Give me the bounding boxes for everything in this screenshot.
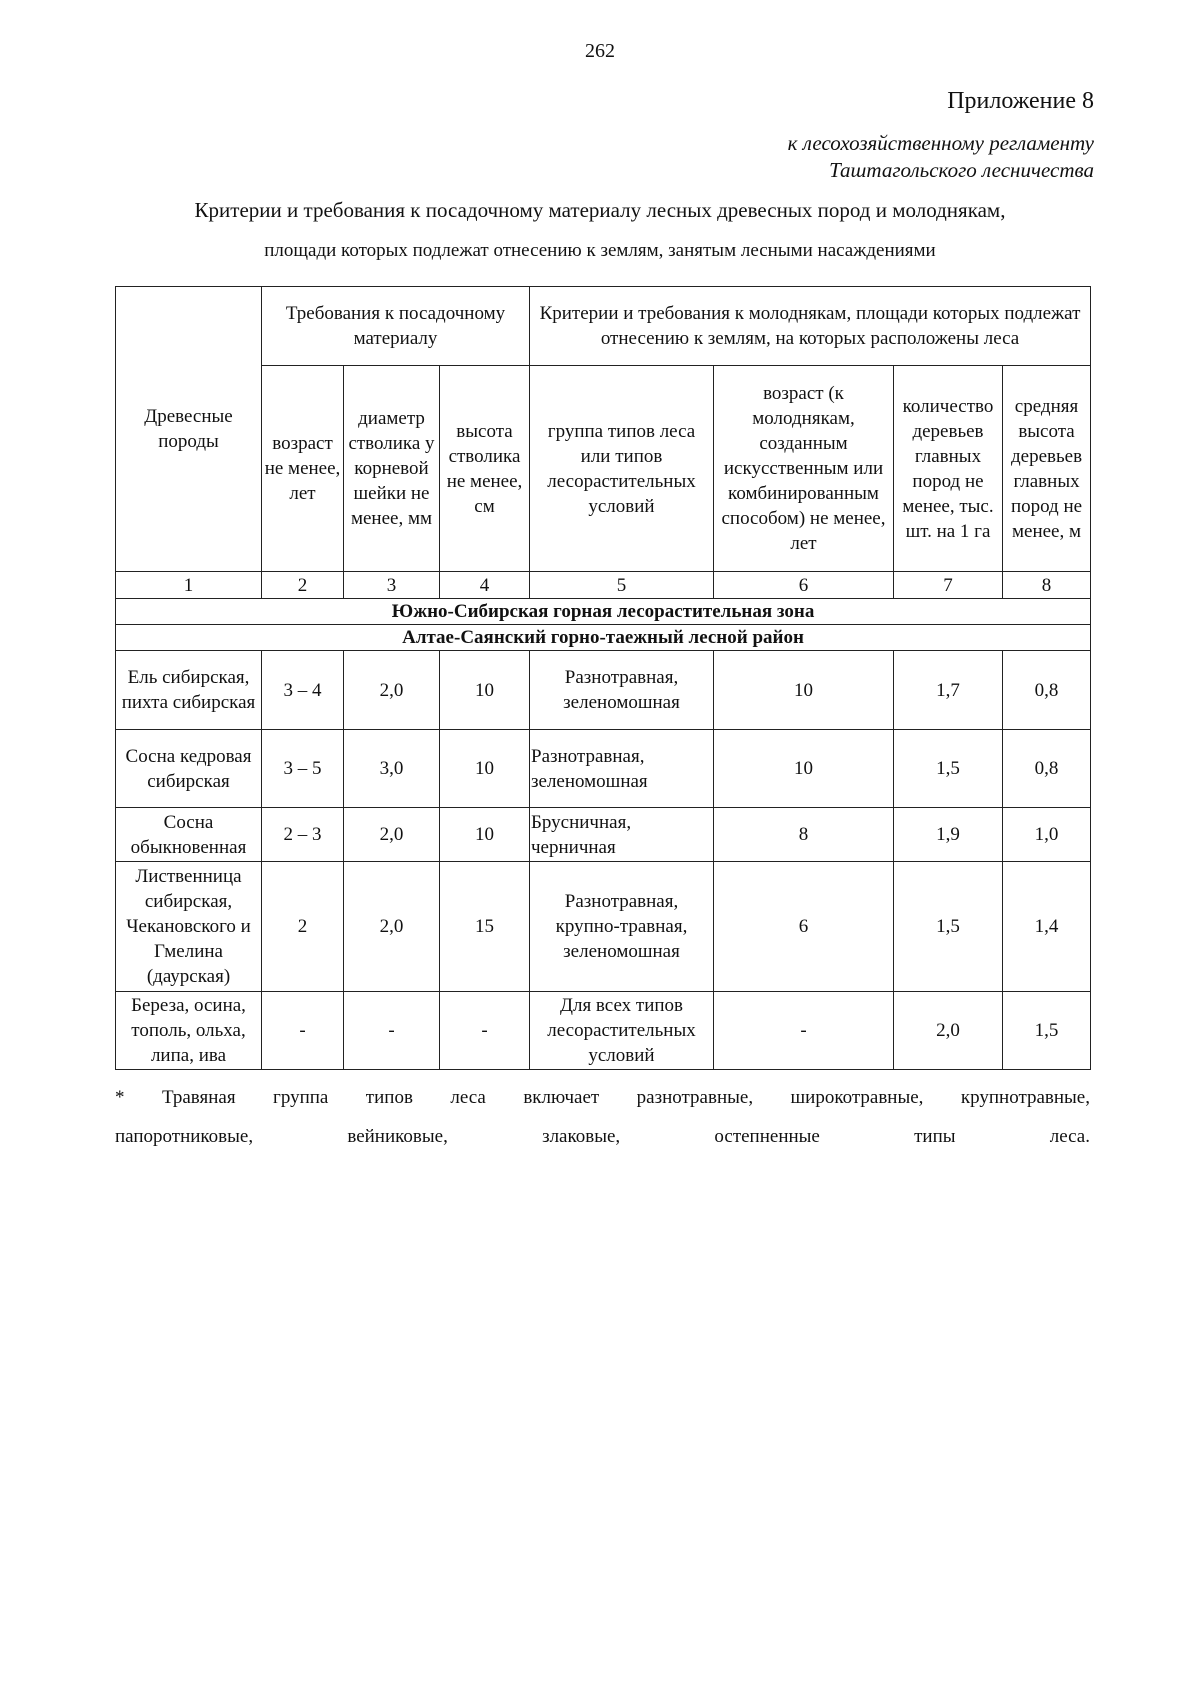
forest-type-cell: Для всех типов лесорастительных условий (530, 992, 714, 1070)
young-age-cell: 8 (714, 808, 894, 862)
height-cell: 10 (440, 730, 530, 808)
column-number: 7 (894, 572, 1003, 599)
species-cell: Ель сибирская, пихта сибирская (116, 651, 262, 730)
count-cell: 1,7 (894, 651, 1003, 730)
table-row (116, 651, 1091, 730)
column-number-row (116, 572, 1091, 599)
table-row (116, 992, 1091, 1070)
count-cell: 1,9 (894, 808, 1003, 862)
species-cell: Сосна обыкновенная (116, 808, 262, 862)
criteria-table (115, 286, 1091, 1070)
appendix-label: Приложение 8 (947, 88, 1094, 114)
young-age-cell: 6 (714, 862, 894, 992)
diameter-cell: 2,0 (344, 651, 440, 730)
document-title-line-2: площади которых подлежат отнесению к землям, занятым лесными насаждениями (264, 240, 936, 261)
height-cell: - (440, 992, 530, 1070)
header-young-age: возраст (к молоднякам, созданным искусственным или комбинированным способом) не менее, лет (714, 366, 894, 572)
document-title-line-1: Критерии и требования к посадочному материалу лесных древесных пород и молоднякам, (194, 198, 1006, 222)
avg-height-cell: 1,4 (1003, 862, 1091, 992)
height-cell: 10 (440, 808, 530, 862)
page-number: 262 (585, 40, 615, 62)
age-cell: - (262, 992, 344, 1070)
header-diameter: диаметр стволика у корневой шейки не менее, мм (344, 366, 440, 572)
diameter-cell: - (344, 992, 440, 1070)
column-number: 8 (1003, 572, 1091, 599)
age-cell: 2 (262, 862, 344, 992)
column-number: 5 (530, 572, 714, 599)
footnote-line-1: * Травяная группа типов леса включает разнотравные, широкотравные, крупнотравные, (115, 1087, 1090, 1108)
count-cell: 1,5 (894, 730, 1003, 808)
age-cell: 3 – 4 (262, 651, 344, 730)
table-row (116, 730, 1091, 808)
column-number: 4 (440, 572, 530, 599)
table-row (116, 808, 1091, 862)
species-cell: Береза, осина, тополь, ольха, липа, ива (116, 992, 262, 1070)
species-cell: Сосна кедровая сибирская (116, 730, 262, 808)
column-number: 1 (116, 572, 262, 599)
count-cell: 1,5 (894, 862, 1003, 992)
forest-type-cell: Разнотравная, зеленомошная (530, 651, 714, 730)
column-number: 3 (344, 572, 440, 599)
avg-height-cell: 1,0 (1003, 808, 1091, 862)
count-cell: 2,0 (894, 992, 1003, 1070)
forest-type-cell: Разнотравная, зеленомошная (530, 730, 714, 808)
age-cell: 2 – 3 (262, 808, 344, 862)
forest-type-cell: Разнотравная, крупно-травная, зеленомошная (530, 862, 714, 992)
diameter-cell: 2,0 (344, 808, 440, 862)
height-cell: 15 (440, 862, 530, 992)
header-height: высота стволика не менее, см (440, 366, 530, 572)
diameter-cell: 3,0 (344, 730, 440, 808)
header-species: Древесные породы (116, 287, 262, 572)
height-cell: 10 (440, 651, 530, 730)
header-age: возраст не менее, лет (262, 366, 344, 572)
header-tree-count: количество деревьев главных пород не менее, тыс. шт. на 1 га (894, 366, 1003, 572)
header-forest-type: группа типов леса или типов лесорастительных условий (530, 366, 714, 572)
age-cell: 3 – 5 (262, 730, 344, 808)
header-avg-height: средняя высота деревьев главных пород не менее, м (1003, 366, 1091, 572)
header-planting-group: Требования к посадочному материалу (262, 287, 530, 366)
zone-title: Южно-Сибирская горная лесорастительная зона (116, 599, 1091, 625)
diameter-cell: 2,0 (344, 862, 440, 992)
header-young-group: Критерии и требования к молоднякам, площади которых подлежат отнесению к землям, на которых расположены леса (530, 287, 1091, 366)
zone-row (116, 599, 1091, 625)
header-row-1 (116, 287, 1091, 366)
forest-type-cell: Брусничная, черничная (530, 808, 714, 862)
subtitle-line-2: Таштагольского лесничества (829, 158, 1094, 182)
avg-height-cell: 1,5 (1003, 992, 1091, 1070)
avg-height-cell: 0,8 (1003, 730, 1091, 808)
appendix-subtitle (788, 130, 1094, 184)
column-number: 2 (262, 572, 344, 599)
subtitle-line-1: к лесохозяйственному регламенту (787, 131, 1094, 155)
column-number: 6 (714, 572, 894, 599)
footnote-line-2: папоротниковые, вейниковые, злаковые, остепненные типы леса. (115, 1126, 1090, 1147)
district-title: Алтае-Саянский горно-таежный лесной район (116, 625, 1091, 651)
species-cell: Лиственница сибирская, Чекановского и Гмелина (даурская) (116, 862, 262, 992)
table-row (116, 862, 1091, 992)
young-age-cell: 10 (714, 651, 894, 730)
avg-height-cell: 0,8 (1003, 651, 1091, 730)
young-age-cell: 10 (714, 730, 894, 808)
district-row (116, 625, 1091, 651)
young-age-cell: - (714, 992, 894, 1070)
header-row-2 (116, 366, 1091, 572)
